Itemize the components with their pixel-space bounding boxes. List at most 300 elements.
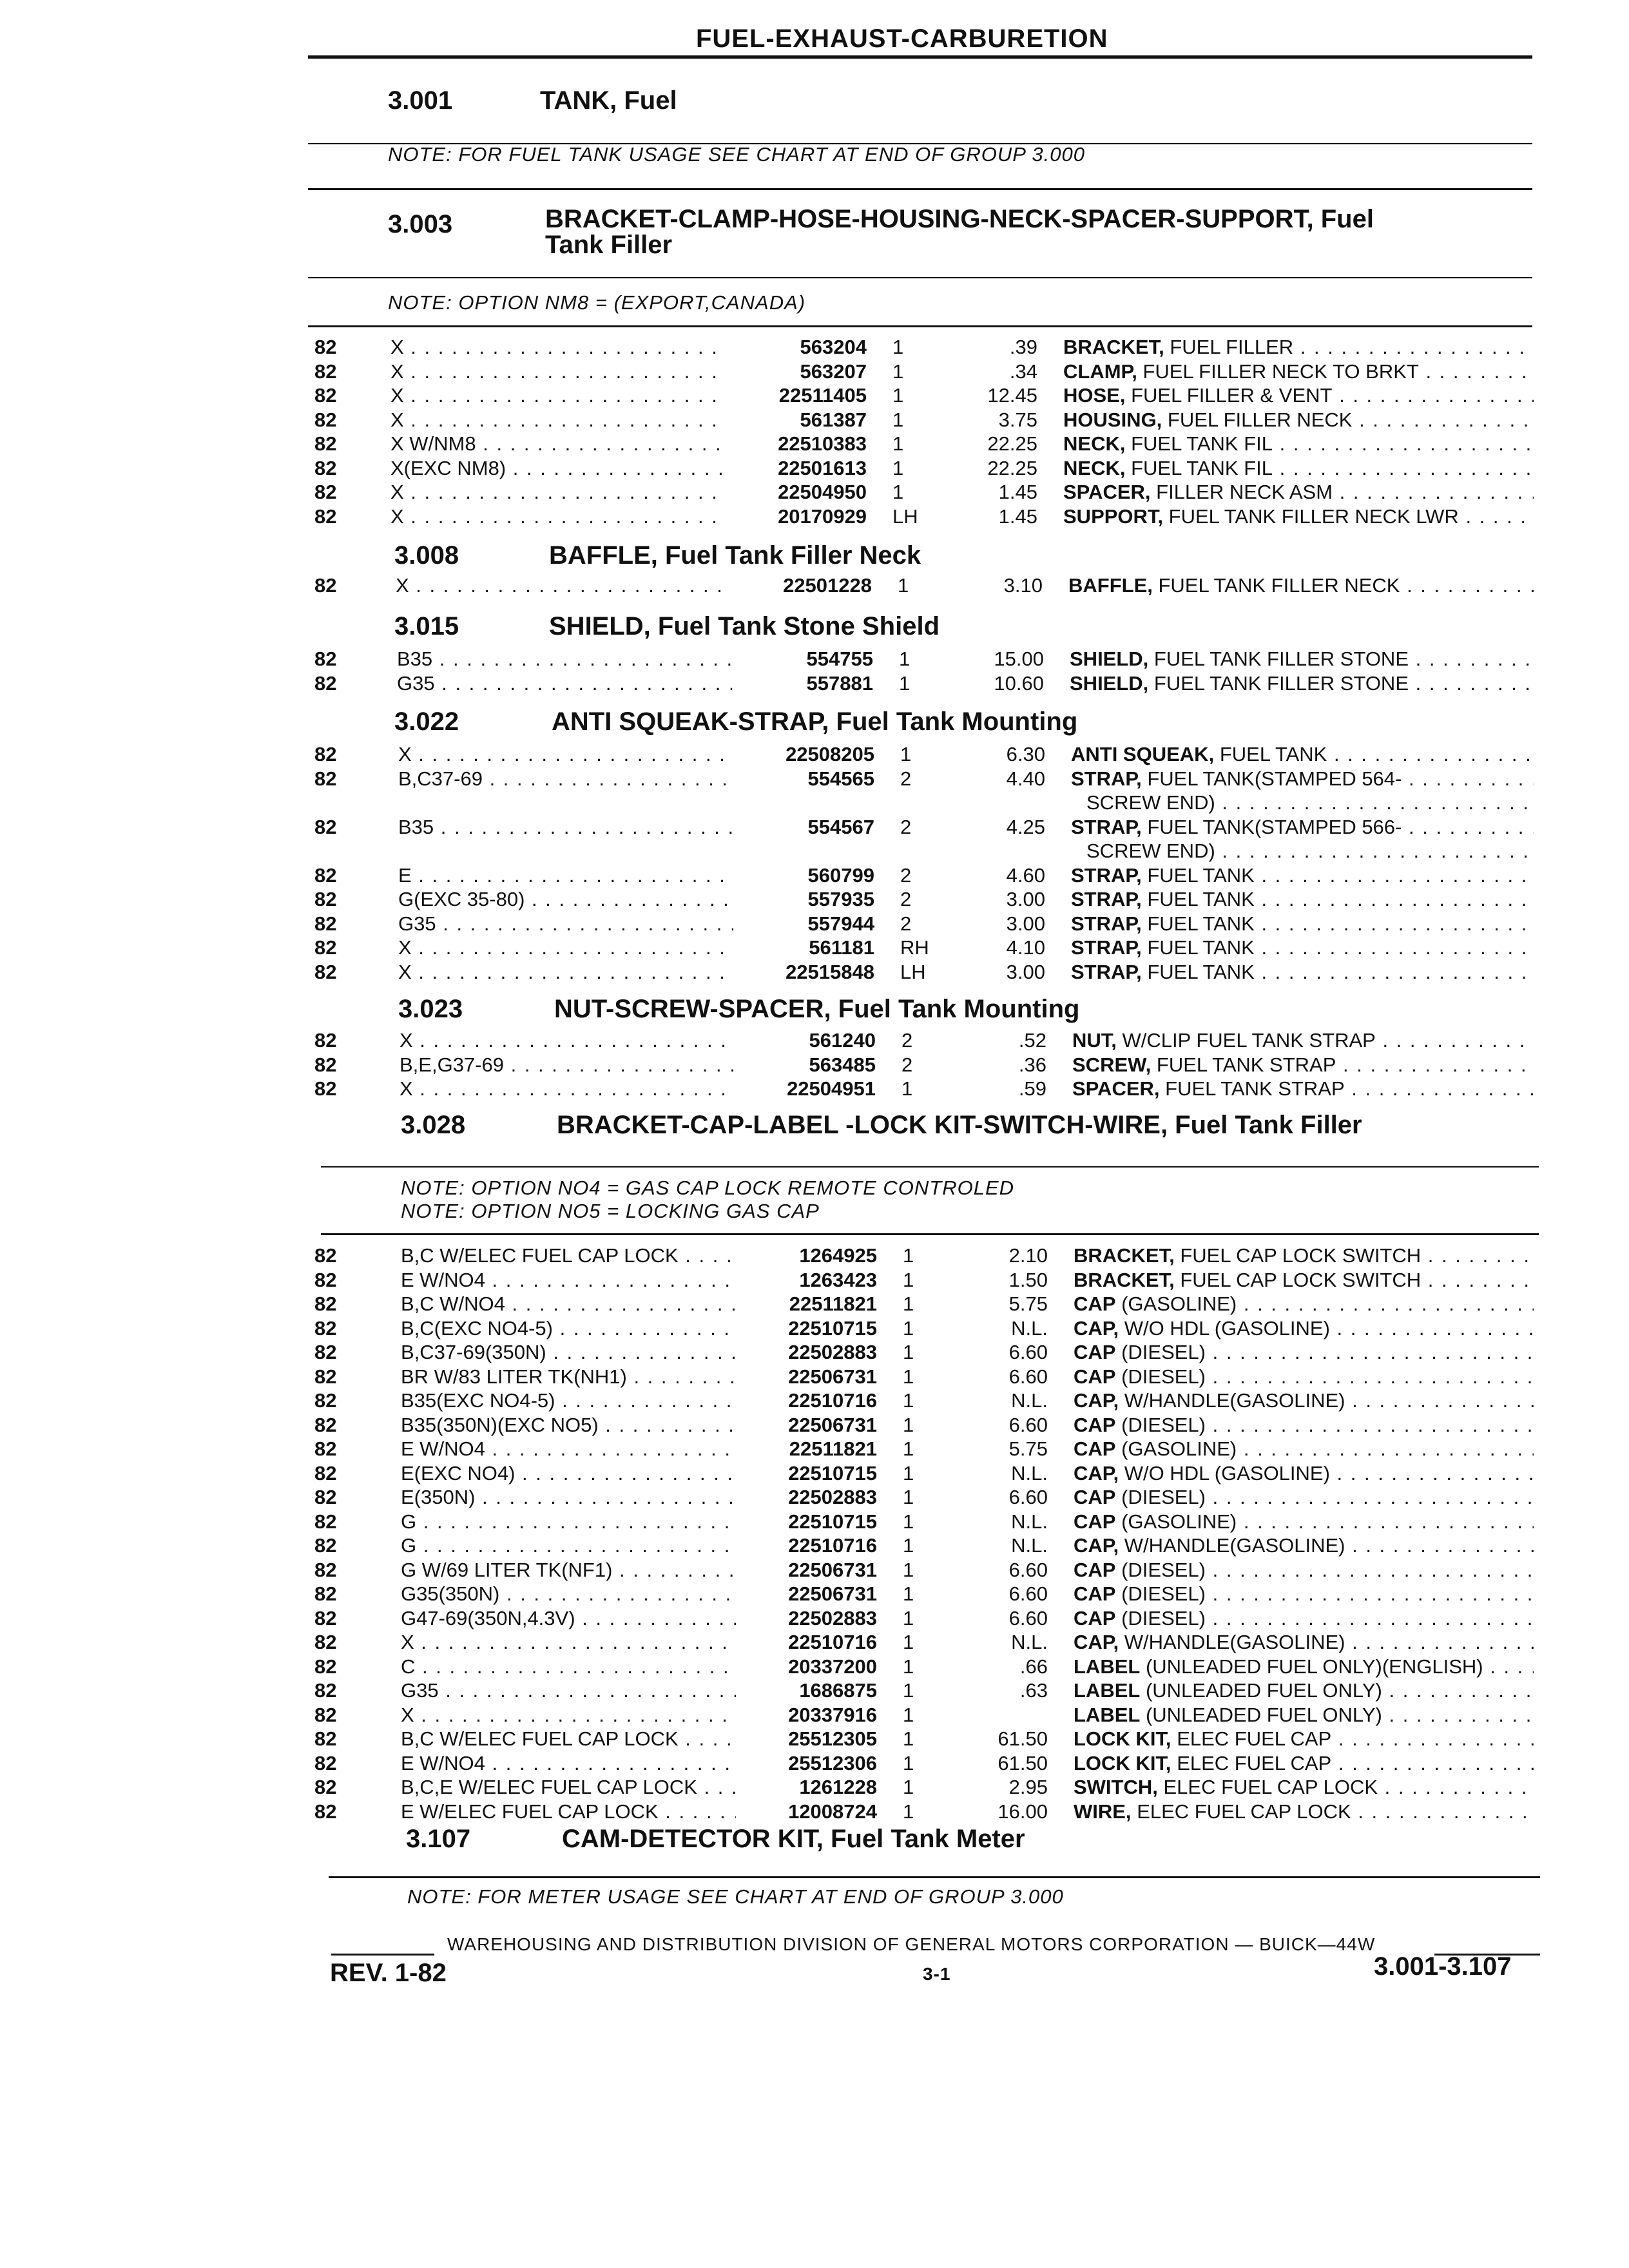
part-name-detail: (GASOLINE)	[1121, 1437, 1237, 1460]
part-number: 22506731	[788, 1365, 877, 1388]
price: N.L.	[1011, 1510, 1048, 1533]
price: 6.30	[1006, 743, 1045, 765]
parts-row	[0, 1485, 1629, 1510]
part-name-detail: ELEC FUEL CAP	[1177, 1751, 1332, 1774]
model-year: 82	[314, 1389, 337, 1412]
part-name	[1074, 1316, 1534, 1341]
part-name-keyword: CAP,	[1074, 1534, 1119, 1557]
usage-description: E . . .	[398, 863, 733, 888]
section-number: 3.015	[394, 612, 459, 640]
quantity: 1	[903, 1341, 914, 1363]
parts-row	[0, 1389, 1629, 1413]
part-name	[1074, 1630, 1534, 1655]
quantity: 1	[903, 1727, 914, 1750]
quantity: 1	[892, 481, 904, 503]
quantity: 1	[892, 360, 904, 383]
usage-description: B,C37-69(350N) . . .	[401, 1340, 736, 1365]
model-year: 82	[314, 815, 337, 838]
parts-row	[0, 742, 1629, 767]
price: 6.60	[1008, 1365, 1048, 1388]
model-year: 82	[314, 1365, 337, 1388]
price: 4.10	[1006, 936, 1045, 959]
model-year: 82	[314, 912, 337, 935]
section-title: TANK, Fuel	[540, 86, 677, 115]
model-year: 82	[314, 671, 337, 695]
parts-row	[0, 1413, 1629, 1437]
part-name-detail: FUEL TANK	[1147, 863, 1255, 887]
parts-row	[0, 912, 1629, 936]
part-name-keyword: SPACER,	[1072, 1077, 1160, 1100]
parts-row	[0, 1655, 1629, 1679]
part-name	[1072, 1077, 1534, 1101]
quantity: 1	[901, 1077, 913, 1100]
part-name-keyword: STRAP,	[1071, 815, 1142, 838]
usage-description: C . . .	[401, 1655, 736, 1679]
part-name	[1074, 1775, 1534, 1800]
parts-row	[0, 1630, 1629, 1655]
part-name-keyword: CAP	[1074, 1341, 1116, 1363]
part-name-keyword: SHIELD,	[1070, 671, 1149, 695]
parts-row	[0, 1558, 1629, 1582]
section-note: NOTE: OPTION NO5 = LOCKING GAS CAP	[401, 1200, 820, 1222]
section-rule	[308, 325, 1532, 327]
part-name-keyword: SCREW,	[1072, 1053, 1152, 1076]
quantity: 1	[903, 1437, 914, 1460]
parts-row	[0, 505, 1629, 529]
quantity: LH	[892, 505, 918, 528]
price: 16.00	[998, 1800, 1048, 1823]
price: 10.60	[994, 671, 1044, 695]
price: 22.25	[987, 432, 1037, 455]
usage-description: X . . .	[390, 408, 726, 432]
part-name	[1070, 671, 1534, 696]
price: N.L.	[1011, 1316, 1048, 1340]
part-name	[1074, 1340, 1534, 1365]
part-number: 1264925	[799, 1244, 877, 1267]
quantity: 2	[900, 815, 912, 838]
part-number: 22510715	[788, 1316, 877, 1340]
parts-row	[0, 1437, 1629, 1461]
part-number: 561240	[809, 1029, 876, 1052]
part-number: 20170929	[778, 505, 867, 528]
section-title: CAM-DETECTOR KIT, Fuel Tank Meter	[562, 1825, 1025, 1853]
quantity: 1	[903, 1703, 914, 1726]
part-name-detail: FUEL TANK	[1147, 960, 1255, 983]
part-number: 554567	[807, 815, 874, 838]
part-name-detail: FUEL FILLER NECK	[1167, 408, 1353, 431]
quantity: 1	[903, 1293, 914, 1315]
usage-description: X . . .	[400, 1077, 735, 1101]
part-name	[1074, 1485, 1534, 1510]
price: 3.00	[1006, 912, 1045, 935]
price: 2.10	[1008, 1244, 1048, 1267]
part-name-keyword: CAP	[1074, 1486, 1116, 1508]
part-name-keyword: LOCK KIT,	[1074, 1751, 1171, 1774]
usage-description: X . . .	[398, 742, 733, 767]
parts-row	[0, 456, 1629, 481]
price: 6.60	[1008, 1582, 1048, 1605]
section-number: 3.008	[394, 541, 459, 570]
part-name-keyword: HOUSING,	[1063, 408, 1162, 431]
quantity: 1	[903, 1582, 914, 1605]
model-year: 82	[314, 1461, 337, 1485]
part-number: 22506731	[788, 1413, 877, 1436]
usage-description: G35 . . .	[398, 912, 733, 936]
part-name-keyword: LABEL	[1074, 1703, 1141, 1726]
price: 5.75	[1008, 1293, 1048, 1315]
model-year: 82	[314, 1558, 337, 1581]
usage-description: B,C W/ELEC FUEL CAP LOCK . . .	[401, 1244, 736, 1268]
part-name-keyword: NECK,	[1063, 456, 1126, 479]
part-name-keyword: LOCK KIT,	[1074, 1727, 1171, 1750]
part-number: 22502883	[788, 1341, 877, 1363]
usage-description: X . . .	[401, 1703, 736, 1727]
model-year: 82	[314, 1582, 337, 1605]
quantity: RH	[900, 936, 929, 959]
part-name	[1063, 505, 1534, 529]
model-year: 82	[314, 1053, 337, 1076]
parts-row-continuation	[0, 839, 1629, 863]
price: N.L.	[1011, 1461, 1048, 1485]
quantity: 1	[903, 1631, 914, 1653]
parts-row	[0, 1461, 1629, 1486]
usage-description: X . . .	[398, 960, 733, 985]
price: 3.10	[1003, 574, 1043, 597]
model-year: 82	[314, 1776, 337, 1798]
model-year: 82	[314, 1800, 337, 1823]
footer-division: WAREHOUSING AND DISTRIBUTION DIVISION OF GENERAL MOTORS CORPORATION — BUICK—44W	[447, 1934, 1376, 1954]
usage-description: B,C W/NO4 . . .	[401, 1292, 736, 1316]
part-number: 561181	[809, 936, 874, 959]
usage-description: G . . .	[401, 1533, 736, 1558]
part-name	[1074, 1510, 1534, 1534]
part-name	[1071, 863, 1534, 888]
part-name-keyword: HOSE,	[1063, 384, 1126, 407]
model-year: 82	[314, 1486, 337, 1508]
model-year: 82	[314, 1341, 337, 1363]
model-year: 82	[314, 360, 337, 383]
part-name-keyword: BRACKET,	[1074, 1244, 1175, 1267]
part-name-keyword: STRAP,	[1071, 912, 1142, 935]
part-name-detail: FUEL TANK	[1219, 743, 1327, 765]
part-name-detail: ELEC FUEL CAP	[1177, 1727, 1332, 1750]
usage-description: G35(350N) . . .	[401, 1582, 736, 1606]
parts-row-continuation	[0, 791, 1629, 815]
price: 6.60	[1008, 1486, 1048, 1508]
part-name-keyword: NECK,	[1063, 432, 1126, 455]
usage-description: X . . .	[398, 936, 733, 960]
model-year: 82	[314, 743, 337, 765]
part-name	[1074, 1558, 1534, 1582]
model-year: 82	[314, 1077, 337, 1100]
part-name-detail: (UNLEADED FUEL ONLY)	[1145, 1679, 1382, 1702]
section-title-continued: Tank Filler	[545, 231, 673, 259]
quantity: 2	[900, 888, 912, 910]
part-number: 22504951	[787, 1077, 876, 1100]
price: .63	[1019, 1679, 1048, 1702]
price: 4.40	[1006, 767, 1045, 790]
part-name	[1071, 912, 1534, 936]
part-name	[1071, 887, 1534, 912]
price: .34	[1009, 360, 1037, 383]
section-rule	[308, 188, 1532, 190]
price: 3.75	[998, 408, 1037, 431]
part-name-detail: ELEC FUEL CAP LOCK	[1163, 1776, 1378, 1798]
usage-description: X(EXC NM8) . . .	[390, 456, 726, 481]
part-number: 22506731	[788, 1582, 877, 1605]
part-name-detail: W/HANDLE(GASOLINE)	[1124, 1534, 1345, 1557]
part-name	[1063, 408, 1534, 432]
part-number: 22510715	[788, 1461, 877, 1485]
part-name	[1074, 1437, 1534, 1461]
part-number: 554565	[807, 767, 874, 790]
part-name	[1074, 1800, 1534, 1824]
price: 5.75	[1008, 1437, 1048, 1460]
quantity: 2	[901, 1053, 913, 1076]
model-year: 82	[314, 481, 337, 503]
usage-description: BR W/83 LITER TK(NH1) . . .	[401, 1365, 736, 1389]
section-title: NUT-SCREW-SPACER, Fuel Tank Mounting	[554, 995, 1080, 1023]
model-year: 82	[314, 1751, 337, 1774]
part-name-keyword: SUPPORT,	[1063, 505, 1164, 528]
usage-description: X . . .	[390, 480, 726, 505]
section-number: 3.001	[388, 86, 453, 115]
price: 3.00	[1006, 960, 1045, 983]
model-year: 82	[314, 384, 337, 407]
parts-row	[0, 1077, 1629, 1101]
part-name-detail: (DIESEL)	[1121, 1558, 1206, 1581]
usage-description: G35 . . .	[397, 671, 732, 696]
parts-row	[0, 1800, 1629, 1824]
part-number: 20337916	[788, 1703, 877, 1726]
part-name	[1071, 742, 1534, 767]
footer-revision: REV. 1-82	[330, 1959, 447, 1987]
price: .52	[1018, 1029, 1046, 1052]
quantity: 1	[892, 408, 904, 431]
model-year: 82	[314, 767, 337, 790]
usage-description: E W/ELEC FUEL CAP LOCK . . .	[401, 1800, 736, 1824]
parts-row	[0, 1775, 1629, 1800]
part-number: 1263423	[799, 1268, 877, 1291]
model-year: 82	[314, 574, 337, 597]
part-number: 22501228	[783, 574, 872, 597]
part-name-detail: FUEL TANK FILLER NECK LWR	[1168, 505, 1459, 528]
usage-description: B,C,E W/ELEC FUEL CAP LOCK . . .	[401, 1775, 736, 1800]
part-name-keyword: CAP	[1074, 1582, 1116, 1605]
model-year: 82	[314, 408, 337, 431]
section-rule	[321, 1166, 1539, 1168]
price: N.L.	[1011, 1534, 1048, 1557]
price: 6.60	[1008, 1558, 1048, 1581]
part-number: 20337200	[788, 1655, 877, 1678]
usage-description: G35 . . .	[401, 1678, 736, 1703]
quantity: 1	[903, 1751, 914, 1774]
price: N.L.	[1011, 1389, 1048, 1412]
part-number: 1261228	[799, 1776, 877, 1798]
parts-row	[0, 335, 1629, 360]
usage-description: B,E,G37-69 . . .	[400, 1053, 735, 1077]
quantity: 1	[898, 574, 909, 597]
part-name	[1063, 456, 1534, 481]
part-name	[1074, 1703, 1534, 1727]
part-number: 22501613	[778, 456, 867, 479]
part-name	[1074, 1533, 1534, 1558]
section-number: 3.028	[401, 1111, 466, 1139]
quantity: 1	[903, 1486, 914, 1508]
parts-row	[0, 671, 1629, 696]
section-title: ANTI SQUEAK-STRAP, Fuel Tank Mounting	[552, 707, 1078, 736]
model-year: 82	[314, 648, 337, 670]
model-year: 82	[314, 863, 337, 887]
part-number: 22511821	[789, 1293, 877, 1315]
usage-description: B,C W/ELEC FUEL CAP LOCK . . .	[401, 1727, 736, 1751]
part-name-keyword: SPACER,	[1063, 481, 1151, 503]
parts-row	[0, 1678, 1629, 1703]
model-year: 82	[314, 1316, 337, 1340]
parts-row	[0, 573, 1629, 598]
parts-row	[0, 1053, 1629, 1077]
part-number: 22502883	[788, 1486, 877, 1508]
part-name-keyword: STRAP,	[1071, 767, 1142, 790]
parts-row	[0, 432, 1629, 456]
usage-description: B,C(EXC NO4-5) . . .	[401, 1316, 736, 1341]
quantity: 1	[903, 1776, 914, 1798]
part-name-keyword: SWITCH,	[1074, 1776, 1158, 1798]
part-number: 22510716	[788, 1631, 877, 1653]
part-name-keyword: CAP	[1074, 1293, 1116, 1315]
parts-row	[0, 960, 1629, 985]
parts-row	[0, 936, 1629, 960]
model-year: 82	[314, 1655, 337, 1678]
quantity: 1	[903, 1413, 914, 1436]
section-title: BAFFLE, Fuel Tank Filler Neck	[549, 541, 921, 570]
part-name-keyword: STRAP,	[1071, 863, 1142, 887]
part-name-continuation: SCREW END) . . .	[1086, 839, 1534, 863]
part-number: 22510383	[778, 432, 867, 455]
parts-row	[0, 1292, 1629, 1316]
price: 61.50	[998, 1727, 1048, 1750]
parts-row	[0, 1533, 1629, 1558]
section-number: 3.022	[394, 707, 459, 736]
model-year: 82	[314, 1293, 337, 1315]
price: 15.00	[994, 648, 1044, 670]
parts-row	[0, 1365, 1629, 1389]
usage-description: G(EXC 35-80) . . .	[398, 887, 733, 912]
price: .36	[1018, 1053, 1046, 1076]
quantity: 1	[903, 1800, 914, 1823]
part-name-detail: W/O HDL (GASOLINE)	[1124, 1316, 1330, 1340]
section-note: NOTE: OPTION NM8 = (EXPORT,CANADA)	[388, 291, 806, 314]
quantity: 2	[901, 1029, 913, 1052]
quantity: 1	[903, 1679, 914, 1702]
part-number: 22515848	[786, 960, 874, 983]
parts-row	[0, 1751, 1629, 1776]
part-name-detail: (DIESEL)	[1121, 1413, 1206, 1436]
usage-description: B,C37-69 . . .	[398, 767, 733, 791]
part-name-detail: FUEL TANK	[1147, 912, 1255, 935]
part-name	[1063, 360, 1534, 384]
price: 1.45	[998, 481, 1037, 503]
part-number: 22504950	[778, 481, 867, 503]
quantity: 1	[903, 1389, 914, 1412]
usage-description: X W/NM8 . . .	[390, 432, 726, 456]
parts-row	[0, 887, 1629, 912]
parts-row	[0, 863, 1629, 888]
part-name	[1071, 815, 1534, 840]
model-year: 82	[314, 1268, 337, 1291]
part-name	[1071, 767, 1534, 791]
part-name-detail: (DIESEL)	[1121, 1582, 1206, 1605]
price: N.L.	[1011, 1631, 1048, 1653]
part-name-detail: (UNLEADED FUEL ONLY)	[1145, 1703, 1382, 1726]
part-name-keyword: LABEL	[1074, 1679, 1141, 1702]
part-number: 22508205	[786, 743, 874, 765]
model-year: 82	[314, 1534, 337, 1557]
part-name-detail: FUEL TANK FIL	[1131, 456, 1273, 479]
quantity: 1	[892, 456, 904, 479]
price: 61.50	[998, 1751, 1048, 1774]
part-name-detail: FUEL FILLER NECK TO BRKT	[1142, 360, 1419, 383]
part-name-detail: (DIESEL)	[1121, 1486, 1206, 1508]
part-name-detail: FUEL CAP LOCK SWITCH	[1180, 1268, 1422, 1291]
usage-description: X . . .	[390, 360, 726, 384]
usage-description: B35 . . .	[397, 647, 732, 671]
part-name-detail: (DIESEL)	[1121, 1365, 1206, 1388]
usage-description: G47-69(350N,4.3V) . . .	[401, 1606, 736, 1631]
part-name-detail: FUEL FILLER & VENT	[1131, 384, 1333, 407]
usage-description: X . . .	[390, 505, 726, 529]
section-number: 3.023	[398, 995, 463, 1023]
section-note: NOTE: FOR METER USAGE SEE CHART AT END OF GROUP 3.000	[407, 1885, 1064, 1908]
model-year: 82	[314, 1029, 337, 1052]
usage-description: E(350N) . . .	[401, 1485, 736, 1510]
part-name-keyword: NUT,	[1072, 1029, 1117, 1052]
section-title: BRACKET-CLAMP-HOSE-HOUSING-NECK-SPACER-SUPPORT, Fuel	[545, 205, 1374, 233]
quantity: 1	[903, 1606, 914, 1629]
model-year: 82	[314, 456, 337, 479]
part-name-keyword: STRAP,	[1071, 960, 1142, 983]
part-number: 25512306	[788, 1751, 877, 1774]
quantity: 1	[899, 671, 911, 695]
part-name-keyword: CAP	[1074, 1413, 1116, 1436]
part-number: 563204	[800, 336, 867, 358]
part-name-keyword: CAP,	[1074, 1631, 1119, 1653]
part-number: 561387	[800, 408, 867, 431]
quantity: 1	[903, 1316, 914, 1340]
part-name-detail: (DIESEL)	[1121, 1341, 1206, 1363]
quantity: 1	[892, 432, 904, 455]
part-name	[1071, 960, 1534, 985]
part-name	[1063, 480, 1534, 505]
part-name-detail: FUEL TANK(STAMPED 566-	[1147, 815, 1402, 838]
usage-description: E W/NO4 . . .	[401, 1751, 736, 1776]
parts-row	[0, 1582, 1629, 1606]
part-name-detail: W/HANDLE(GASOLINE)	[1124, 1631, 1345, 1653]
model-year: 82	[314, 1727, 337, 1750]
price: 6.60	[1008, 1606, 1048, 1629]
part-name	[1070, 647, 1534, 671]
parts-row	[0, 815, 1629, 840]
part-name-detail: W/HANDLE(GASOLINE)	[1124, 1389, 1345, 1412]
part-name-keyword: WIRE,	[1074, 1800, 1132, 1823]
quantity: 1	[903, 1510, 914, 1533]
part-number: 560799	[807, 863, 874, 887]
price: 1.50	[1008, 1268, 1048, 1291]
part-name-keyword: CAP	[1074, 1365, 1116, 1388]
parts-row	[0, 1510, 1629, 1534]
part-name-detail: (DIESEL)	[1121, 1606, 1206, 1629]
usage-description: X . . .	[400, 1028, 735, 1053]
